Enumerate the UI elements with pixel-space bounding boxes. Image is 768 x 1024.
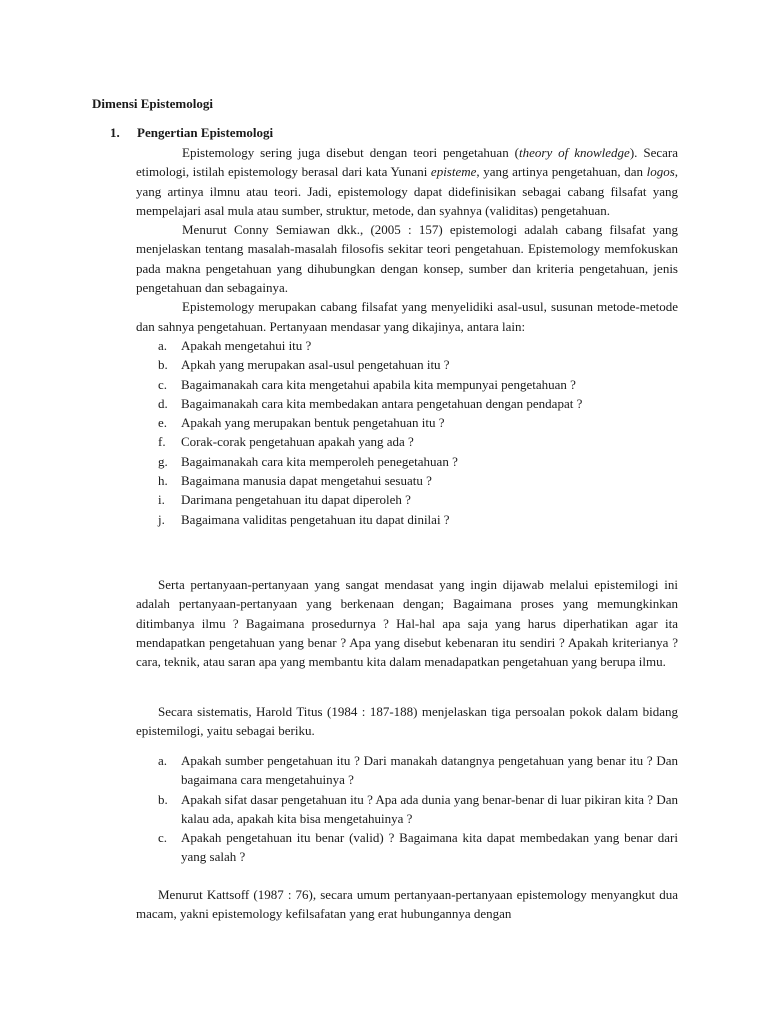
list-item xyxy=(136,828,678,867)
section-heading xyxy=(110,123,273,142)
list-marker: f. xyxy=(158,434,166,450)
paragraph-definition xyxy=(136,143,678,220)
list-item xyxy=(136,355,678,374)
list-item-text: Apakah yang merupakan bentuk pengetahuan itu ? xyxy=(181,415,445,431)
italic-term: logos xyxy=(646,164,675,180)
question-list xyxy=(136,336,678,529)
list-item-text: Apkah yang merupakan asal-usul pengetahuan itu ? xyxy=(181,357,450,373)
list-item-text: Bagaimanakah cara kita memperoleh penegetahuan ? xyxy=(181,453,458,469)
paragraph-semiawan: Menurut Conny Semiawan dkk., (2005 : 157) epistemologi adalah cabang filsafat yang menjelaskan tentang masalah-masalah filosofis sekitar teori pengetahuan. Epistemology memfokuskan pada makna pengetahuan yang dihubungkan dengan konsep, sumber dan kriteria pengetahuan, jenis pengetahuan dan sebagainya. xyxy=(136,222,678,296)
list-item xyxy=(136,394,678,413)
list-marker: b. xyxy=(158,791,168,807)
list-item-text: Apakah mengetahui itu ? xyxy=(181,337,312,353)
paragraph-titus: Secara sistematis, Harold Titus (1984 : 187-188) menjelaskan tiga persoalan pokok dalam bidang epistemilogi, yaitu sebagai beriku. xyxy=(136,704,678,739)
list-item xyxy=(136,336,678,355)
list-item xyxy=(136,751,678,790)
list-item xyxy=(136,510,678,529)
paragraph-questions: Serta pertanyaan-pertanyaan yang sangat mendasat yang ingin dijawab melalui epistemilogi ini adalah pertanyaan-pertanyaan yang berkenaan dengan; Bagaimana proses yang memungkinkan ditimbanya ilmu ? Bagaimana prosedurnya ? Hal-hal apa saja yang harus diperhatikan agar ita mendapatkan pengetahuan yang benar ? Apa yang disebut kebenaran itu sendiri ? Apakah kriterianya ? cara, teknik, atau saran apa yang membantu kita dalam menadapatkan pengetahuan yang berupa ilmu. xyxy=(136,577,678,670)
section-body xyxy=(136,143,678,529)
list-marker: g. xyxy=(158,453,168,469)
list-item-text: Darimana pengetahuan itu dapat diperoleh ? xyxy=(181,492,411,508)
list-item-text: Apakah sifat dasar pengetahuan itu ? Apa ada dunia yang benar-benar di luar pikiran kita ? Dan kalau ada, apakah kita bisa mengetahuinya ? xyxy=(181,791,678,826)
paragraph-text: ). Secara etimologi, istilah epistemology berasal dari kata Yunani xyxy=(136,145,679,180)
list-item xyxy=(136,490,678,509)
list-marker: b. xyxy=(158,357,168,373)
paragraph-branch: Epistemology merupakan cabang filsafat yang menyelidiki asal-usul, susunan metode-metode dan sahnya pengetahuan. Pertanyaan mendasar yang dikajinya, antara lain: xyxy=(136,299,678,334)
titus-list xyxy=(136,751,678,867)
list-marker: a. xyxy=(158,337,168,353)
list-item xyxy=(136,413,678,432)
paragraph-text: , yang artinya ilmnu atau teori. Jadi, epistemology dapat didefinisikan sebagai cabang filsafat yang mempelajari asal mula atau sumber, struktur, metode, dan syahnya (validitas) pengetahuan. xyxy=(136,164,679,218)
paragraph-block xyxy=(136,702,678,741)
list-marker: h. xyxy=(158,473,168,489)
list-marker: i. xyxy=(158,492,165,508)
list-item xyxy=(136,471,678,490)
list-item-text: Bagaimana manusia dapat mengetahui sesuatu ? xyxy=(181,473,432,489)
list-marker: c. xyxy=(158,376,168,392)
list-item xyxy=(136,790,678,829)
list-item-text: Apakah sumber pengetahuan itu ? Dari manakah datangnya pengetahuan yang benar itu ? Dan bagaimana cara mengetahuinya ? xyxy=(181,753,678,788)
section-number: 1. xyxy=(110,125,120,140)
paragraph-block xyxy=(136,885,678,924)
list-item-text: Bagaimana validitas pengetahuan itu dapat dinilai ? xyxy=(181,511,450,527)
list-item xyxy=(136,452,678,471)
italic-term: theory of knowledge xyxy=(519,145,630,160)
list-item-text: Apakah pengetahuan itu benar (valid) ? Bagaimana kita dapat membedakan yang benar dari yang salah ? xyxy=(181,830,678,865)
paragraph-block xyxy=(136,575,678,671)
list-marker: a. xyxy=(158,753,168,768)
list-marker: c. xyxy=(158,830,168,846)
section-title: Pengertian Epistemologi xyxy=(137,125,274,140)
paragraph-text: Epistemology sering juga disebut dengan teori pengetahuan ( xyxy=(182,145,519,160)
list-item xyxy=(136,375,678,394)
paragraph-text: , yang artinya pengetahuan, dan xyxy=(476,164,647,180)
list-item-text: Bagaimanakah cara kita mengetahui apabila kita mempunyai pengetahuan ? xyxy=(181,376,576,392)
list-marker: j. xyxy=(158,511,165,527)
list-marker: d. xyxy=(158,395,168,411)
list-item-text: Corak-corak pengetahuan apakah yang ada ? xyxy=(181,434,414,450)
list-marker: e. xyxy=(158,415,168,431)
list-item-text: Bagaimanakah cara kita membedakan antara pengetahuan dengan pendapat ? xyxy=(181,395,583,411)
document-title: Dimensi Epistemologi xyxy=(92,96,213,111)
italic-term: episteme xyxy=(430,164,477,180)
list-item xyxy=(136,432,678,451)
titus-list-block xyxy=(136,751,678,867)
paragraph-kattsoff: Menurut Kattsoff (1987 : 76), secara umum pertanyaan-pertanyaan epistemology menyangkut dua macam, yakni epistemology kefilsafatan yang erat hubungannya dengan xyxy=(136,887,678,922)
